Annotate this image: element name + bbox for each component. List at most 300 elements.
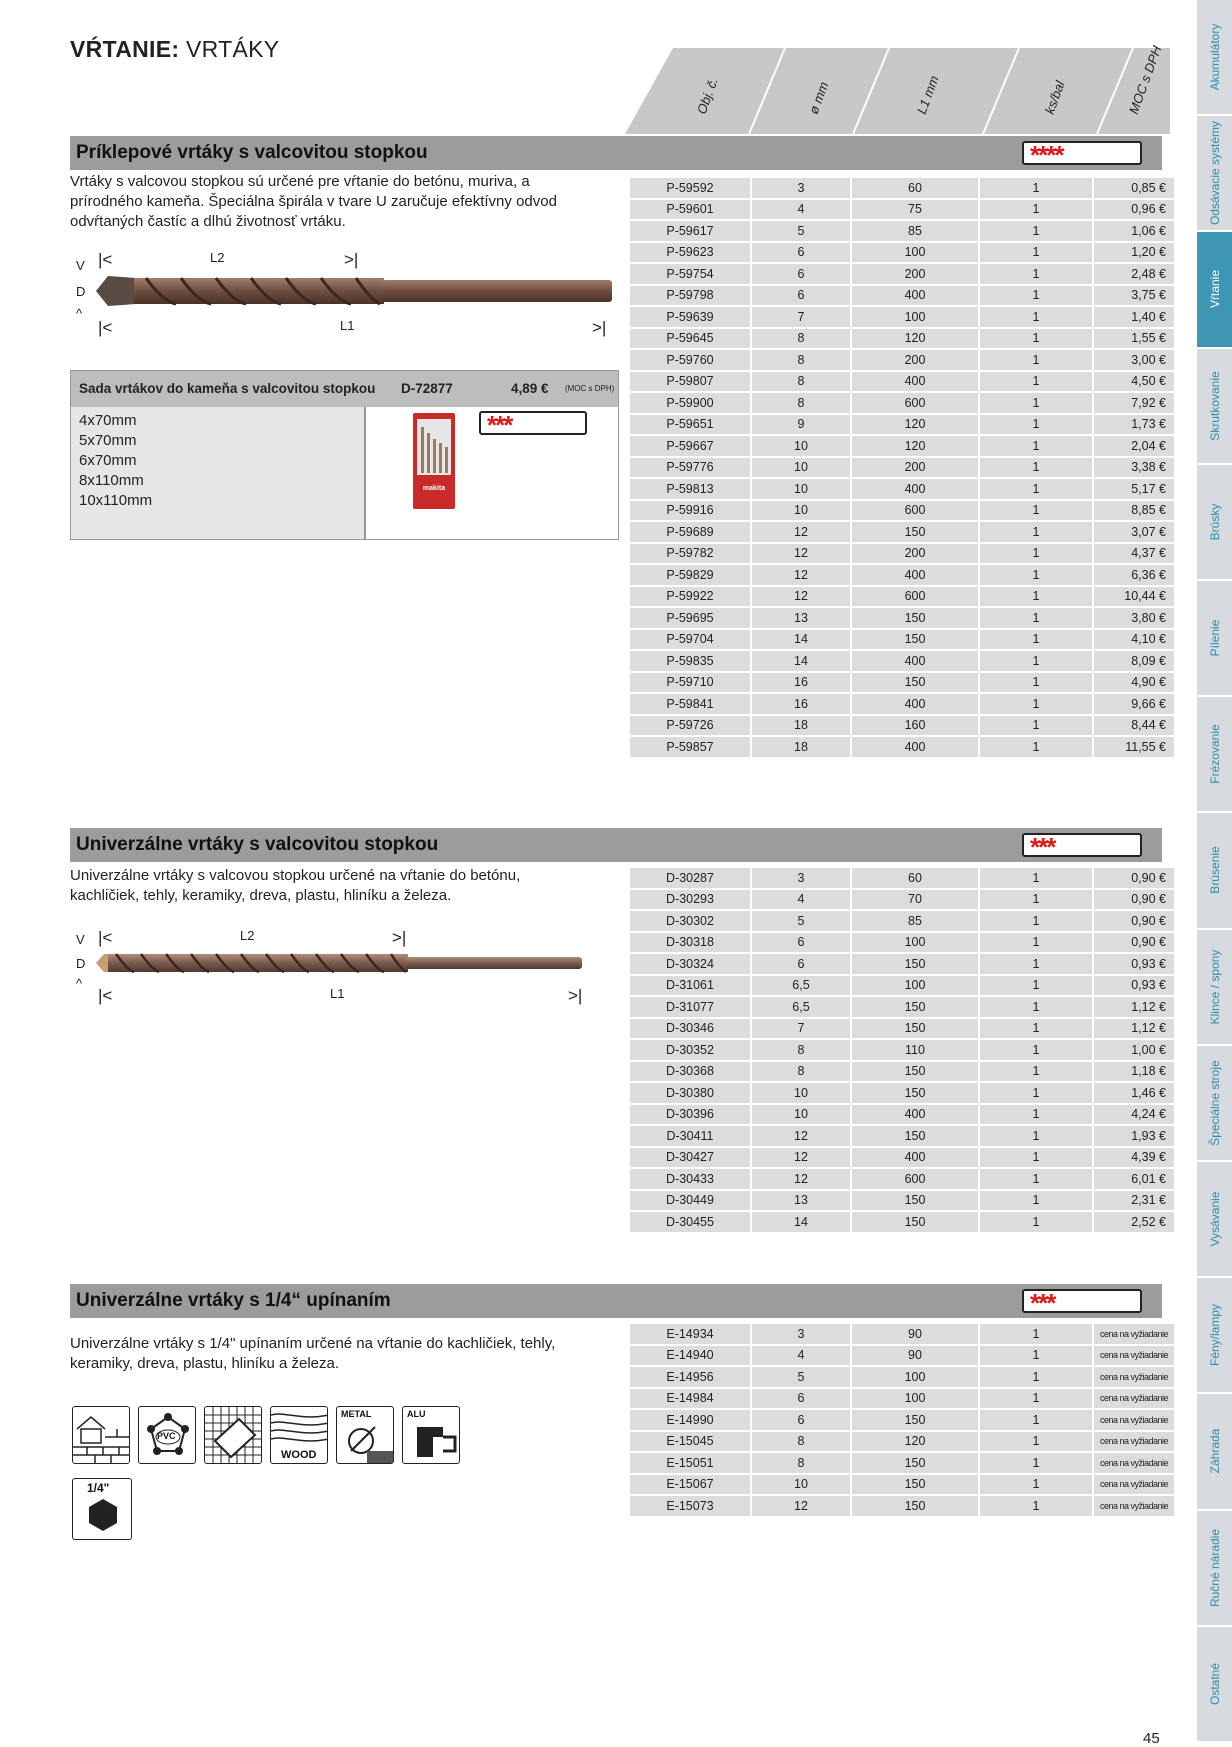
cell-length: 100	[852, 976, 978, 996]
cell-length: 150	[852, 1453, 978, 1473]
table-row	[630, 976, 1174, 996]
cell-length: 150	[852, 1126, 978, 1146]
side-tab-v-tanie[interactable]	[1197, 232, 1232, 348]
cell-price: 6,01 €	[1094, 1169, 1174, 1189]
table-row	[630, 565, 1174, 585]
cell-code: P-59689	[630, 522, 750, 542]
cell-length: 100	[852, 1389, 978, 1409]
cell-code: P-59754	[630, 264, 750, 284]
side-tab-label: Špeciálne stroje	[1207, 1060, 1222, 1146]
cell-code: D-30302	[630, 911, 750, 931]
cell-code: E-14956	[630, 1367, 750, 1387]
header-obj: Obj. č.	[693, 75, 721, 116]
cell-pack: 1	[980, 1324, 1092, 1344]
side-tab-label: Ostatné	[1207, 1662, 1222, 1705]
drill-set-box	[70, 370, 619, 540]
cell-pack: 1	[980, 673, 1092, 693]
cell-diameter: 7	[752, 307, 850, 327]
cell-diameter: 10	[752, 458, 850, 478]
cell-code: P-59782	[630, 544, 750, 564]
cell-code: D-30455	[630, 1212, 750, 1232]
cell-price: 2,48 €	[1094, 264, 1174, 284]
cell-pack: 1	[980, 1496, 1092, 1516]
cell-diameter: 10	[752, 479, 850, 499]
cell-price: 0,93 €	[1094, 954, 1174, 974]
cell-diameter: 8	[752, 350, 850, 370]
cell-length: 400	[852, 737, 978, 757]
set-item: 5x70mm	[79, 432, 137, 449]
cell-diameter: 10	[752, 1105, 850, 1125]
table-row	[630, 694, 1174, 714]
set-price-note: (MOC s DPH)	[565, 384, 615, 393]
cell-diameter: 6	[752, 243, 850, 263]
cell-code: P-59807	[630, 372, 750, 392]
page-number: 45	[1143, 1730, 1160, 1747]
side-tab-ostatn-[interactable]	[1197, 1627, 1232, 1743]
cell-length: 150	[852, 522, 978, 542]
cell-diameter: 6	[752, 933, 850, 953]
cell-length: 100	[852, 933, 978, 953]
dim-l2: L2	[240, 928, 255, 943]
cell-price: cena na vyžiadanie	[1094, 1410, 1174, 1430]
cell-code: D-30352	[630, 1040, 750, 1060]
cell-code: P-59704	[630, 630, 750, 650]
cell-pack: 1	[980, 264, 1092, 284]
dim-l1-start: |<	[98, 318, 113, 337]
dim-l1-end: >|	[568, 986, 583, 1005]
cell-pack: 1	[980, 694, 1092, 714]
rating-stars: ***	[1022, 833, 1142, 857]
cell-code: P-59798	[630, 286, 750, 306]
section-title: Príklepové vrtáky s valcovitou stopkou	[76, 142, 428, 163]
cell-code: P-59623	[630, 243, 750, 263]
cell-pack: 1	[980, 458, 1092, 478]
side-tab--peci-lne-stroje[interactable]	[1197, 1046, 1232, 1162]
cell-price: 8,85 €	[1094, 501, 1174, 521]
cell-length: 200	[852, 458, 978, 478]
dim-d: D	[76, 284, 86, 299]
table-row	[630, 372, 1174, 392]
cell-pack: 1	[980, 544, 1092, 564]
cell-pack: 1	[980, 393, 1092, 413]
table-row	[630, 1453, 1174, 1473]
table-row	[630, 1062, 1174, 1082]
cell-pack: 1	[980, 329, 1092, 349]
cell-length: 400	[852, 565, 978, 585]
cell-diameter: 8	[752, 1432, 850, 1452]
cell-price: 6,36 €	[1094, 565, 1174, 585]
table-row	[630, 350, 1174, 370]
table-row	[630, 200, 1174, 220]
page-title-light: VRTÁKY	[186, 36, 280, 62]
side-tab-vys-vanie[interactable]	[1197, 1162, 1232, 1278]
cell-price: 8,09 €	[1094, 651, 1174, 671]
cell-length: 120	[852, 436, 978, 456]
set-item: 6x70mm	[79, 452, 137, 469]
cell-code: D-30396	[630, 1105, 750, 1125]
pvc-label: PVC	[157, 1431, 176, 1441]
cell-pack: 1	[980, 1105, 1092, 1125]
metal-label: METAL	[341, 1409, 372, 1419]
table-row	[630, 933, 1174, 953]
cell-price: 4,39 €	[1094, 1148, 1174, 1168]
pvc-icon	[138, 1406, 196, 1464]
cell-diameter: 14	[752, 1212, 850, 1232]
cell-diameter: 6	[752, 954, 850, 974]
cell-price: 1,46 €	[1094, 1083, 1174, 1103]
cell-code: E-15073	[630, 1496, 750, 1516]
cell-diameter: 6	[752, 286, 850, 306]
cell-diameter: 6,5	[752, 976, 850, 996]
cell-price: 2,52 €	[1094, 1212, 1174, 1232]
cell-pack: 1	[980, 479, 1092, 499]
cell-price: 4,37 €	[1094, 544, 1174, 564]
cell-code: D-30287	[630, 868, 750, 888]
cell-pack: 1	[980, 1169, 1092, 1189]
cell-diameter: 18	[752, 737, 850, 757]
cell-price: 4,24 €	[1094, 1105, 1174, 1125]
cell-diameter: 3	[752, 178, 850, 198]
cell-length: 85	[852, 911, 978, 931]
side-tab-label: Brúsky	[1207, 503, 1222, 541]
dim-l1: L1	[330, 986, 345, 1001]
side-tab-f-ny-lampy[interactable]	[1197, 1278, 1232, 1394]
cell-code: D-31061	[630, 976, 750, 996]
header-l1: L1 mm	[913, 73, 942, 116]
cell-length: 400	[852, 1105, 978, 1125]
cell-diameter: 10	[752, 501, 850, 521]
cell-pack: 1	[980, 1367, 1092, 1387]
cell-price: 3,00 €	[1094, 350, 1174, 370]
cell-price: 1,00 €	[1094, 1040, 1174, 1060]
cell-price: 4,90 €	[1094, 673, 1174, 693]
cell-price: 1,18 €	[1094, 1062, 1174, 1082]
cell-price: cena na vyžiadanie	[1094, 1453, 1174, 1473]
cell-price: 0,90 €	[1094, 911, 1174, 931]
cell-pack: 1	[980, 1212, 1092, 1232]
side-tab-akumul-tory[interactable]	[1197, 0, 1232, 116]
cell-code: E-15045	[630, 1432, 750, 1452]
section-title: Univerzálne vrtáky s 1/4“ upínaním	[76, 1290, 391, 1311]
cell-pack: 1	[980, 522, 1092, 542]
cell-pack: 1	[980, 1019, 1092, 1039]
cell-code: P-59726	[630, 716, 750, 736]
dim-caret: ^	[76, 306, 83, 321]
cell-code: P-59922	[630, 587, 750, 607]
table-row	[630, 307, 1174, 327]
table-row	[630, 1367, 1174, 1387]
cell-pack: 1	[980, 243, 1092, 263]
cell-diameter: 14	[752, 651, 850, 671]
side-tab-br-senie[interactable]	[1197, 813, 1232, 929]
cell-diameter: 8	[752, 1040, 850, 1060]
cell-diameter: 10	[752, 1083, 850, 1103]
cell-price: 1,40 €	[1094, 307, 1174, 327]
cell-diameter: 7	[752, 1019, 850, 1039]
cell-diameter: 9	[752, 415, 850, 435]
cell-price: 0,93 €	[1094, 976, 1174, 996]
set-items	[71, 407, 366, 539]
cell-length: 90	[852, 1346, 978, 1366]
cell-pack: 1	[980, 1062, 1092, 1082]
cell-pack: 1	[980, 372, 1092, 392]
dim-caret: ^	[76, 976, 83, 991]
cell-pack: 1	[980, 1126, 1092, 1146]
cell-price: 2,31 €	[1094, 1191, 1174, 1211]
cell-price: 11,55 €	[1094, 737, 1174, 757]
cell-length: 85	[852, 221, 978, 241]
cell-diameter: 8	[752, 393, 850, 413]
cell-price: cena na vyžiadanie	[1094, 1324, 1174, 1344]
cell-price: 0,90 €	[1094, 868, 1174, 888]
cell-diameter: 12	[752, 1126, 850, 1146]
cell-diameter: 6	[752, 1410, 850, 1430]
cell-length: 150	[852, 1475, 978, 1495]
table-row	[630, 178, 1174, 198]
cell-pack: 1	[980, 307, 1092, 327]
table-row	[630, 415, 1174, 435]
hex-shank-icon	[72, 1478, 132, 1540]
cell-pack: 1	[980, 1389, 1092, 1409]
alu-label: ALU	[407, 1409, 426, 1419]
table-row	[630, 1389, 1174, 1409]
section-description: Univerzálne vrtáky s valcovou stopkou určené na vŕtanie do betónu, kachličiek, tehly, keramiky, dreva, plastu, hliníku a železa.	[70, 867, 521, 904]
section-description: Vrtáky s valcovou stopkou sú určené pre vŕtanie do betónu, muriva, a prírodného kameňa. Špeciálna špirála v tvare U zaručuje efektívny odvod odvŕtaných častíc a dlhú životnosť vrtáku.	[70, 173, 557, 230]
dim-l2-start: |<	[98, 928, 113, 947]
cell-code: D-30411	[630, 1126, 750, 1146]
set-rating-stars: ***	[479, 411, 587, 435]
cell-code: D-30368	[630, 1062, 750, 1082]
side-tab-label: Brúsenie	[1207, 846, 1222, 895]
cell-diameter: 8	[752, 329, 850, 349]
side-tab-ru-n-n-radie[interactable]	[1197, 1511, 1232, 1627]
side-tab-br-sky[interactable]	[1197, 465, 1232, 581]
table-row	[630, 264, 1174, 284]
side-tab-skrutkovanie[interactable]	[1197, 349, 1232, 465]
side-tab-label: Frézovanie	[1207, 724, 1222, 784]
table-row	[630, 1212, 1174, 1232]
cell-diameter: 5	[752, 1367, 850, 1387]
section-title: Univerzálne vrtáky s valcovitou stopkou	[76, 834, 439, 855]
cell-length: 70	[852, 890, 978, 910]
wood-icon	[270, 1406, 328, 1464]
cell-diameter: 12	[752, 587, 850, 607]
table-row	[630, 221, 1174, 241]
side-tab-ods-vacie-syst-my[interactable]	[1197, 116, 1232, 232]
table-row	[630, 716, 1174, 736]
cell-length: 400	[852, 286, 978, 306]
cell-price: 0,96 €	[1094, 200, 1174, 220]
cell-length: 90	[852, 1324, 978, 1344]
side-tab-label: Ručné náradie	[1207, 1528, 1222, 1607]
cell-code: D-30449	[630, 1191, 750, 1211]
cell-code: P-59617	[630, 221, 750, 241]
cell-length: 400	[852, 694, 978, 714]
set-item: 4x70mm	[79, 412, 137, 429]
cell-code: E-15067	[630, 1475, 750, 1495]
table-row	[630, 1019, 1174, 1039]
cell-diameter: 12	[752, 1148, 850, 1168]
table-row	[630, 436, 1174, 456]
set-price: 4,89 €	[511, 381, 549, 396]
table-row	[630, 1496, 1174, 1516]
cell-pack: 1	[980, 178, 1092, 198]
page-title	[70, 36, 279, 63]
rating-stars: ****	[1022, 141, 1142, 165]
cell-length: 400	[852, 1148, 978, 1168]
table-row	[630, 1475, 1174, 1495]
cell-price: 1,73 €	[1094, 415, 1174, 435]
cell-length: 150	[852, 954, 978, 974]
cell-price: cena na vyžiadanie	[1094, 1432, 1174, 1452]
table-row	[630, 954, 1174, 974]
cell-length: 200	[852, 544, 978, 564]
dim-l2-start: |<	[98, 250, 113, 269]
cell-pack: 1	[980, 933, 1092, 953]
cell-price: 8,44 €	[1094, 716, 1174, 736]
set-name: Sada vrtákov do kameňa s valcovitou stopkou	[79, 381, 376, 396]
cell-diameter: 18	[752, 716, 850, 736]
cell-price: 9,66 €	[1094, 694, 1174, 714]
cell-price: cena na vyžiadanie	[1094, 1496, 1174, 1516]
section-bar-1	[70, 136, 1162, 170]
table-row	[630, 393, 1174, 413]
side-tab-label: Vysávanie	[1207, 1191, 1222, 1247]
cell-diameter: 3	[752, 868, 850, 888]
dim-l2-end: >|	[344, 250, 359, 269]
table-row	[630, 890, 1174, 910]
cell-pack: 1	[980, 651, 1092, 671]
dim-l1-start: |<	[98, 986, 113, 1005]
product-table-1	[628, 176, 1176, 759]
cell-pack: 1	[980, 890, 1092, 910]
cell-pack: 1	[980, 350, 1092, 370]
cell-length: 100	[852, 1367, 978, 1387]
cell-length: 100	[852, 243, 978, 263]
section-bar-3	[70, 1284, 1162, 1318]
dim-l1-end: >|	[592, 318, 607, 337]
table-row	[630, 1324, 1174, 1344]
cell-diameter: 12	[752, 1169, 850, 1189]
table-row	[630, 673, 1174, 693]
cell-price: cena na vyžiadanie	[1094, 1475, 1174, 1495]
cell-diameter: 16	[752, 673, 850, 693]
cell-length: 150	[852, 1212, 978, 1232]
cell-code: E-14934	[630, 1324, 750, 1344]
set-code: D-72877	[401, 381, 453, 396]
table-row	[630, 479, 1174, 499]
cell-length: 60	[852, 178, 978, 198]
table-row	[630, 1105, 1174, 1125]
cell-code: D-30293	[630, 890, 750, 910]
cell-length: 150	[852, 1019, 978, 1039]
table-row	[630, 1040, 1174, 1060]
page-title-bold: VŔTANIE:	[70, 36, 180, 62]
side-tab-label: Klince / spony	[1207, 949, 1222, 1025]
cell-length: 150	[852, 997, 978, 1017]
cell-price: 1,12 €	[1094, 1019, 1174, 1039]
cell-code: E-14984	[630, 1389, 750, 1409]
set-package-image	[413, 413, 455, 509]
cell-code: D-30324	[630, 954, 750, 974]
cell-diameter: 12	[752, 544, 850, 564]
cell-price: 1,55 €	[1094, 329, 1174, 349]
cell-pack: 1	[980, 737, 1092, 757]
side-tab-p-lenie[interactable]	[1197, 581, 1232, 697]
cell-pack: 1	[980, 1148, 1092, 1168]
cell-length: 120	[852, 415, 978, 435]
side-tab-label: Odsávacie systémy	[1207, 121, 1222, 226]
table-row	[630, 1346, 1174, 1366]
table-row	[630, 608, 1174, 628]
table-row	[630, 522, 1174, 542]
cell-price: cena na vyžiadanie	[1094, 1346, 1174, 1366]
cell-length: 600	[852, 393, 978, 413]
table-row	[630, 1148, 1174, 1168]
cell-length: 150	[852, 673, 978, 693]
side-tab-z-hrada[interactable]	[1197, 1394, 1232, 1510]
table-row	[630, 1169, 1174, 1189]
cell-code: P-59645	[630, 329, 750, 349]
drill-image-1	[96, 272, 616, 310]
drill-image-2	[96, 950, 586, 976]
cell-length: 150	[852, 608, 978, 628]
header-diameter: ø mm	[805, 79, 832, 116]
cell-length: 150	[852, 1083, 978, 1103]
cell-pack: 1	[980, 997, 1092, 1017]
cell-diameter: 8	[752, 372, 850, 392]
dim-d: D	[76, 956, 86, 971]
cell-pack: 1	[980, 608, 1092, 628]
cell-length: 60	[852, 868, 978, 888]
cell-code: D-30346	[630, 1019, 750, 1039]
cell-pack: 1	[980, 630, 1092, 650]
cell-pack: 1	[980, 1346, 1092, 1366]
cell-code: D-30427	[630, 1148, 750, 1168]
cell-code: E-14940	[630, 1346, 750, 1366]
cell-length: 150	[852, 1496, 978, 1516]
cell-pack: 1	[980, 1083, 1092, 1103]
cell-price: 0,90 €	[1094, 933, 1174, 953]
set-header	[71, 371, 618, 407]
table-row	[630, 1126, 1174, 1146]
cell-price: 0,90 €	[1094, 890, 1174, 910]
cell-pack: 1	[980, 954, 1092, 974]
cell-length: 600	[852, 501, 978, 521]
cell-length: 400	[852, 372, 978, 392]
side-tab-klince-spony[interactable]	[1197, 930, 1232, 1046]
cell-diameter: 4	[752, 890, 850, 910]
cell-diameter: 6	[752, 1389, 850, 1409]
cell-diameter: 8	[752, 1062, 850, 1082]
cell-pack: 1	[980, 911, 1092, 931]
table-row	[630, 737, 1174, 757]
table-row	[630, 286, 1174, 306]
cell-code: P-59900	[630, 393, 750, 413]
product-table-3	[628, 1322, 1176, 1518]
side-tab-fr-zovanie[interactable]	[1197, 697, 1232, 813]
cell-pack: 1	[980, 716, 1092, 736]
cell-diameter: 14	[752, 630, 850, 650]
cell-code: P-59829	[630, 565, 750, 585]
cell-price: 10,44 €	[1094, 587, 1174, 607]
cell-length: 600	[852, 587, 978, 607]
table-row	[630, 243, 1174, 263]
cell-length: 600	[852, 1169, 978, 1189]
cell-pack: 1	[980, 221, 1092, 241]
cell-pack: 1	[980, 1432, 1092, 1452]
product-table-2	[628, 866, 1176, 1234]
